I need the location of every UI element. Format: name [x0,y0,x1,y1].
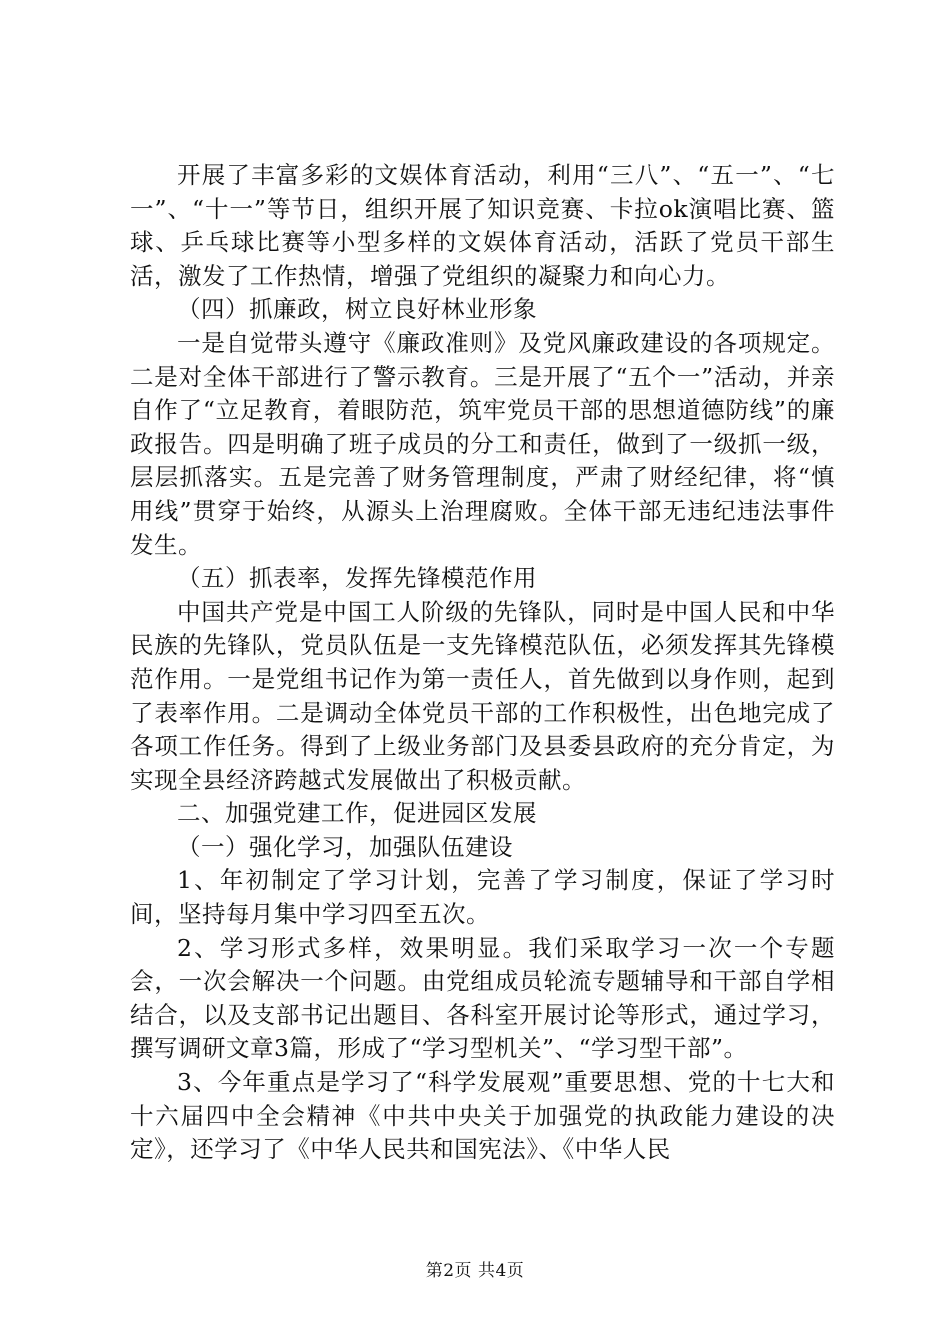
document-body [130,159,835,1167]
paragraph-study-forms: 2、学习形式多样，效果明显。我们采取学习一次一个专题会，一次会解决一个问题。由党组成员轮流专题辅导和干部自学相结合，以及支部书记出题目、各科室开展讨论等形式，通过学习，撰写调研文章3篇，形成了“学习型机关”、“学习型干部”。 [130,933,835,1063]
paragraph-activities: 开展了丰富多彩的文娱体育活动，利用“三八”、“五一”、“七一”、“十一”等节日，组织开展了知识竞赛、卡拉ok演唱比赛、篮球、乒乓球比赛等小型多样的文娱体育活动，活跃了党员干部生活，激发了工作热情，增强了党组织的凝聚力和向心力。 [130,161,835,290]
paragraph-study-plan: 1、年初制定了学习计划，完善了学习制度，保证了学习时间，坚持每月集中学习四至五次。 [130,866,835,929]
paragraph-integrity: 一是自觉带头遵守《廉政准则》及党风廉政建设的各项规定。二是对全体干部进行了警示教育。三是开展了“五个一”活动，并亲自作了“立足教育，着眼防范，筑牢党员干部的思想道德防线”的廉政报告。四是明确了班子成员的分工和责任，做到了一级抓一级，层层抓落实。五是完善了财务管理制度，严肃了财经纪律，将“慎用线”贯穿于始终，从源头上治理腐败。全体干部无违纪违法事件发生。 [130,328,835,559]
paragraph-exemplary: 中国共产党是中国工人阶级的先锋队，同时是中国人民和中华民族的先锋队，党员队伍是一支先锋模范队伍，必须发挥其先锋模范作用。一是党组书记作为第一责任人，首先做到以身作则，起到了表率作用。二是调动全体党员干部的工作积极性，出色地完成了各项工作任务。得到了上级业务部门及县委县政府的充分肯定，为实现全县经济跨越式发展做出了积极贡献。 [130,597,835,794]
section-heading-integrity: （四）抓廉政，树立良好林业形象 [177,295,537,324]
page-footer: 第2页 共4页 [425,1261,525,1281]
section-heading-party-building: 二、加强党建工作，促进园区发展 [177,799,537,828]
paragraph-study-focus: 3、今年重点是学习了“科学发展观”重要思想、党的十七大和十六届四中全会精神《中共中央关于加强党的执政能力建设的决定》，还学习了《中华人民共和国宪法》、《中华人民 [130,1068,835,1164]
subsection-heading-study: （一）强化学习，加强队伍建设 [177,832,513,861]
section-heading-exemplary: （五）抓表率，发挥先锋模范作用 [177,564,537,593]
